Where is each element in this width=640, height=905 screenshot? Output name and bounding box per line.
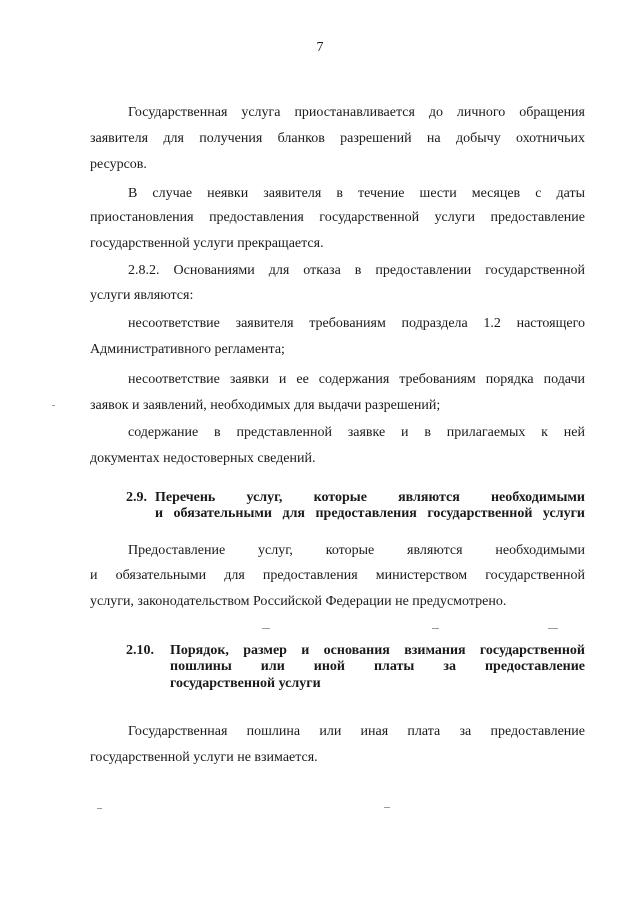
text-line: документах недостоверных сведений.	[90, 451, 316, 466]
text-line: государственной услуги не взимается.	[90, 750, 318, 765]
text-line: и обязательными для предоставления министерством государственной	[90, 568, 585, 583]
section-number: 2.9.	[126, 490, 147, 505]
text-line: содержание в представленной заявке и в прилагаемых к ней	[128, 425, 585, 440]
text-line: В случае неявки заявителя в течение шести месяцев с даты	[128, 186, 585, 201]
scan-speck	[432, 628, 439, 629]
text-line: государственной услуги прекращается.	[90, 236, 324, 251]
scan-speck	[384, 807, 390, 808]
section-title-line: Перечень услуг, которые являются необходимыми	[155, 490, 585, 505]
scan-speck	[262, 628, 270, 629]
text-line: Государственная пошлина или иная плата за предоставление	[128, 724, 585, 739]
section-title-line: Порядок, размер и основания взимания государственной	[170, 643, 585, 658]
text-line: услуги являются:	[90, 288, 194, 303]
text-line: 2.8.2. Основаниями для отказа в предоставлении государственной	[128, 263, 585, 278]
section-title-line: пошлины или иной платы за предоставление	[170, 659, 585, 674]
scan-speck	[52, 405, 55, 406]
section-number: 2.10.	[126, 643, 154, 658]
section-title-line: государственной услуги	[170, 676, 321, 691]
text-line: заявителя для получения бланков разрешений на добычу охотничьих	[90, 131, 585, 146]
section-title-line: и обязательными для предоставления государственной услуги	[155, 506, 585, 521]
page-number: 7	[316, 40, 324, 55]
scan-speck	[97, 808, 102, 809]
text-line: Административного регламента;	[90, 342, 285, 357]
text-line: приостановления предоставления государственной услуги предоставление	[90, 210, 585, 225]
text-line: Предоставление услуг, которые являются необходимыми	[128, 543, 585, 558]
scan-speck	[548, 628, 558, 629]
text-line: услуги, законодательством Российской Федерации не предусмотрено.	[90, 594, 507, 609]
text-line: ресурсов.	[90, 157, 147, 172]
text-line: несоответствие заявки и ее содержания требованиям порядка подачи	[128, 372, 585, 387]
text-line: несоответствие заявителя требованиям подраздела 1.2 настоящего	[128, 316, 585, 331]
text-line: заявок и заявлений, необходимых для выдачи разрешений;	[90, 398, 441, 413]
text-line: Государственная услуга приостанавливается до личного обращения	[128, 105, 585, 120]
